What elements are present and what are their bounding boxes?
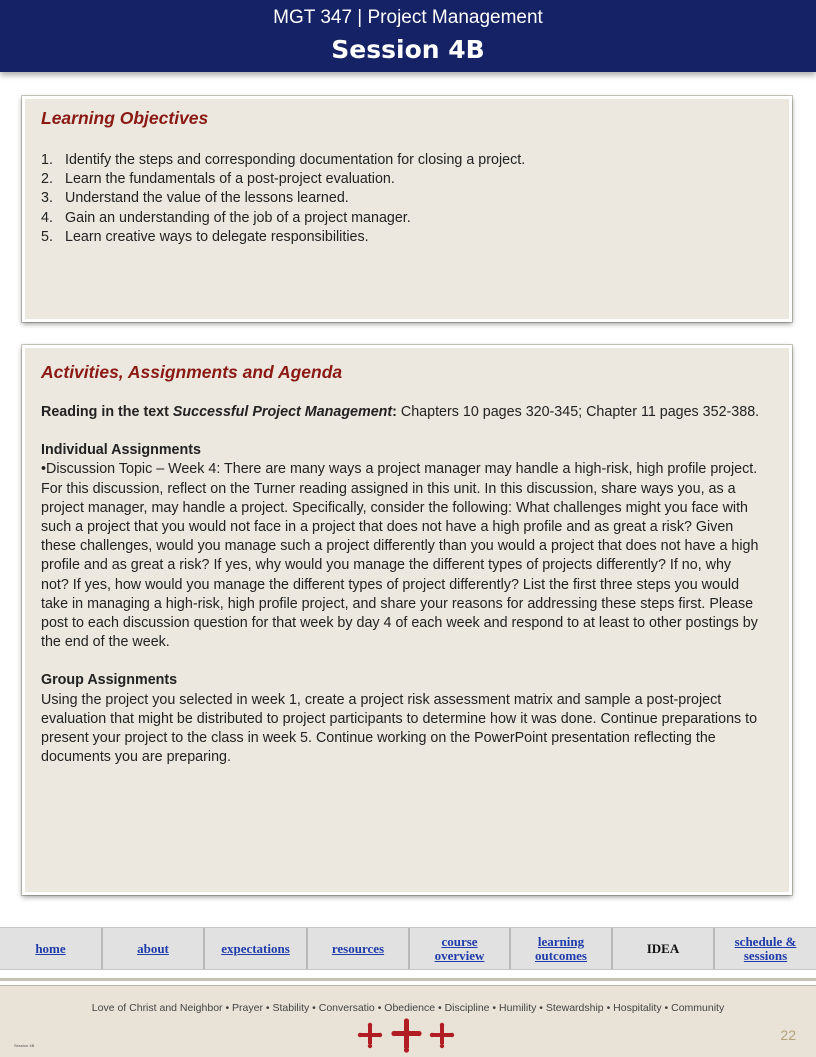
footer-divider <box>0 978 816 981</box>
course-title: MGT 347 | Project Management <box>273 7 543 28</box>
nav-idea-link[interactable]: IDEA <box>613 928 715 969</box>
nav-resources-link[interactable]: resources <box>308 928 410 969</box>
group-assignment-text: Using the project you selected in week 1, create a project risk assessment matrix and sample a post-project evaluation that might be distributed to project participants to determine how it was done. Continue preparations to present your project to the class in week 5. Continue working on the PowerPoint presentation reflecting the documents you are preparing. <box>41 691 758 766</box>
nav-course-overview-link[interactable]: course overview <box>410 928 511 969</box>
nav-schedule-sessions-link[interactable]: schedule & sessions <box>734 933 797 963</box>
nav-expectations-link[interactable]: expectations <box>205 928 308 969</box>
nav-about-link[interactable]: about <box>103 928 205 969</box>
page-header <box>0 0 816 72</box>
learning-objectives-heading: Learning Objectives <box>41 108 209 128</box>
activities-panel <box>22 345 792 895</box>
objectives-list <box>41 151 525 247</box>
page-footer <box>0 985 816 1057</box>
book-title: Successful Project Management <box>172 404 393 420</box>
benedictine-values: Love of Christ and Neighbor • Prayer • Stability • Conversatio • Obedience • Discipline • Humility • Stewardship • Hospitality • Community <box>91 1002 725 1014</box>
cross-icon <box>430 1023 454 1048</box>
objective-item: 2. Learn the fundamentals of a post-project evaluation. <box>41 171 395 188</box>
individual-assignments-heading: Individual Assignments <box>41 442 201 459</box>
learning-objectives-panel <box>22 96 792 322</box>
objective-item: 5. Learn creative ways to delegate responsibilities. <box>41 228 369 245</box>
objective-item: 1. Identify the steps and corresponding documentation for closing a project. <box>41 152 526 168</box>
page-number: 22 <box>780 1027 796 1043</box>
group-assignments-heading: Group Assignments <box>41 672 178 689</box>
discussion-topic-text: •Discussion Topic – Week 4: There are many ways a project manager may handle a high-risk, high profile project. For this discussion, reflect on the Turner reading assigned in this unit. In this discussion, share ways you, as a project manager, may handle a project. Specifically, consider the following: What challenges might you face with such a project that you would not face in a project that does not have a high profile and as great a risk? Given these challenges, would you manage such a project differently than you would a project that does not have a high profile and as great a risk? If yes, why would you manage the different types of projects differently? If no, why not? If yes, how would you manage the different types of project differently? List the first three steps you would take in managing a high-risk, high profile project, and share your reasons for addressing these steps first. Please post to each discussion question for that week by day 4 of each week and respond to at least to other postings by the end of the week. <box>41 461 759 651</box>
activities-body <box>41 403 761 767</box>
reading-assignment: Reading in the text Successful Project Management: Chapters 10 pages 320-345; Chapter 11 pages 352-388. <box>41 404 760 420</box>
activities-heading: Activities, Assignments and Agenda <box>41 362 343 382</box>
nav-home-link[interactable]: home <box>0 928 103 969</box>
cross-emblem <box>356 1018 456 1054</box>
cross-icon <box>391 1018 421 1052</box>
objective-item: 4. Gain an understanding of the job of a project manager. <box>41 209 411 226</box>
session-title: Session 4B <box>331 35 485 64</box>
footer-small-label: Session 4B <box>14 1043 35 1048</box>
cross-icon <box>358 1023 382 1048</box>
navigation-bar <box>0 927 816 970</box>
objective-item: 3. Understand the value of the lessons learned. <box>41 190 349 207</box>
nav-learning-outcomes-link[interactable]: learning outcomes <box>511 928 613 969</box>
